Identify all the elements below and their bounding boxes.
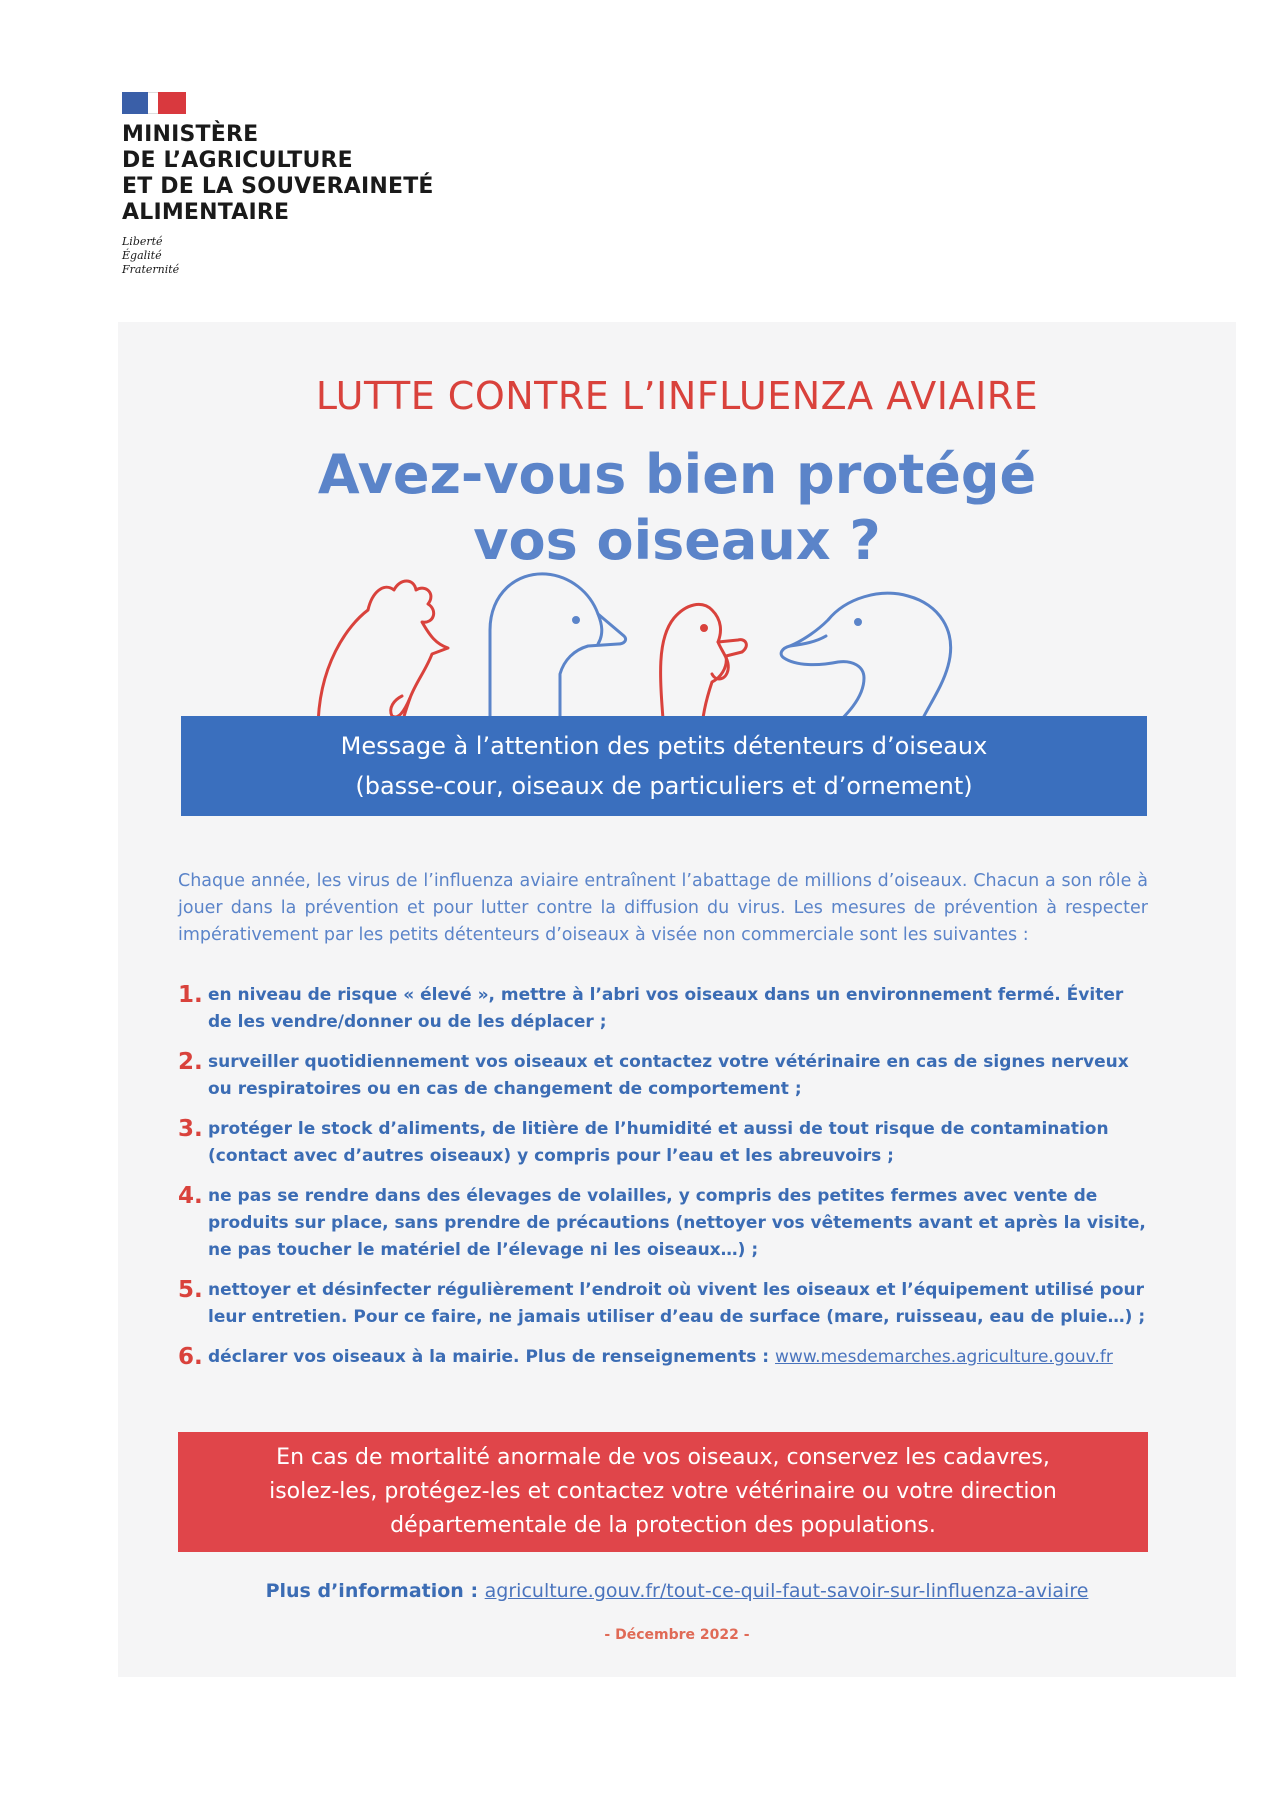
measure-text: nettoyer et désinfecter régulièrement l’endroit où vivent les oiseaux et l’équipement utilisé pour leur entretien. Pour ce faire, ne jamais utiliser d’eau de surface (mare, ruisseau, eau de pluie…) ; bbox=[208, 1280, 1146, 1327]
alert-line: En cas de mortalité anormale de vos oiseaux, conservez les cadavres, bbox=[276, 1445, 1050, 1470]
list-item bbox=[178, 1183, 1150, 1264]
alert-line: départementale de la protection des populations. bbox=[390, 1513, 936, 1538]
title-line: vos oiseaux ? bbox=[473, 509, 881, 572]
measure-text: en niveau de risque « élevé », mettre à l’abri vos oiseaux dans un environnement fermé. Éviter de les vendre/donner ou de les déplacer ; bbox=[208, 985, 1124, 1032]
ministry-line: ET DE LA SOUVERAINETÉ bbox=[122, 174, 434, 199]
measure-text: ne pas se rendre dans des élevages de volailles, y compris des petites fermes avec vente de produits sur place, sans prendre de précautions (nettoyer vos vêtements avant et après la visite, ne pas toucher le matériel de l’élevage ni les oiseaux…) ; bbox=[208, 1186, 1146, 1260]
measure-number: 4. bbox=[178, 1183, 203, 1209]
poster-title bbox=[118, 442, 1236, 574]
measure-text: protéger le stock d’aliments, de litière de l’humidité et aussi de tout risque de contamination (contact avec d’autres oiseaux) y compris pour l’eau et les abreuvoirs ; bbox=[208, 1119, 1109, 1166]
ministry-line: MINISTÈRE bbox=[122, 122, 259, 147]
list-item bbox=[178, 1344, 1150, 1371]
title-line: Avez-vous bien protégé bbox=[317, 443, 1037, 506]
measure-text bbox=[208, 1344, 1113, 1371]
motto-line: Liberté bbox=[122, 235, 163, 248]
alert-line: isolez-les, protégez-les et contactez votre vétérinaire ou votre direction bbox=[269, 1479, 1057, 1504]
duck-icon bbox=[781, 593, 950, 732]
list-item bbox=[178, 982, 1150, 1036]
ministry-line: ALIMENTAIRE bbox=[122, 200, 290, 225]
banner-line: (basse-cour, oiseaux de particuliers et d’ornement) bbox=[355, 772, 973, 800]
list-item bbox=[178, 1277, 1150, 1331]
measure-number: 2. bbox=[178, 1049, 203, 1075]
list-item bbox=[178, 1049, 1150, 1103]
chicken-icon bbox=[318, 581, 448, 730]
motto-line: Égalité bbox=[122, 249, 162, 262]
measure-number: 3. bbox=[178, 1116, 203, 1142]
measure-text: surveiller quotidiennement vos oiseaux et contactez votre vétérinaire en cas de signes nerveux ou respiratoires ou en cas de changement de comportement ; bbox=[208, 1052, 1129, 1099]
publication-date: - Décembre 2022 - bbox=[604, 1627, 750, 1643]
ministry-logo bbox=[122, 92, 434, 277]
measure-number: 6. bbox=[178, 1344, 203, 1370]
ministry-line: DE L’AGRICULTURE bbox=[122, 148, 353, 173]
intro-paragraph: Chaque année, les virus de l’influenza aviaire entraînent l’abattage de millions d’oiseaux. Chacun a son rôle à jouer dans la prévention et pour lutter contre la diffusion du virus. Les mesures de prévention à respecter impérativement par les petits détenteurs d’oiseaux à visée non commerciale sont les suivantes : bbox=[178, 871, 1148, 945]
more-info-label: Plus d’information : bbox=[265, 1580, 485, 1602]
poster-supertitle: LUTTE CONTRE L’INFLUENZA AVIAIRE bbox=[315, 374, 1039, 418]
motto-line: Fraternité bbox=[122, 263, 180, 276]
mesdemarches-link[interactable]: www.mesdemarches.agriculture.gouv.fr bbox=[775, 1347, 1113, 1367]
marianne-flag-icon bbox=[122, 92, 186, 114]
ministry-name bbox=[122, 122, 434, 226]
goose-icon bbox=[490, 574, 626, 732]
motto bbox=[122, 235, 434, 277]
more-info bbox=[118, 1580, 1236, 1602]
poster bbox=[118, 322, 1236, 1677]
turkey-icon bbox=[661, 604, 747, 732]
list-item bbox=[178, 1116, 1150, 1170]
measure-text-content: déclarer vos oiseaux à la mairie. Plus de renseignements : bbox=[208, 1347, 776, 1367]
measure-number: 5. bbox=[178, 1277, 203, 1303]
measures-list bbox=[178, 982, 1150, 1384]
measure-number: 1. bbox=[178, 982, 203, 1008]
audience-banner bbox=[181, 716, 1147, 816]
banner-line: Message à l’attention des petits détenteurs d’oiseaux bbox=[340, 732, 988, 760]
more-info-link[interactable]: agriculture.gouv.fr/tout-ce-quil-faut-savoir-sur-linfluenza-aviaire bbox=[484, 1580, 1089, 1602]
mortality-alert-banner bbox=[178, 1432, 1148, 1552]
